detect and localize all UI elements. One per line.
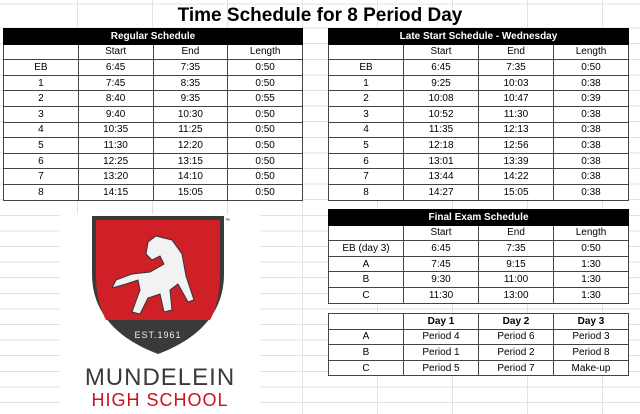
school-name: MUNDELEIN (84, 364, 236, 391)
table-cell: 2 (329, 91, 404, 107)
table-cell: 6:45 (78, 60, 153, 76)
table-cell: 13:15 (153, 153, 228, 169)
table-cell: Make-up (554, 360, 629, 376)
table-cell: 0:38 (554, 153, 629, 169)
table-cell: 1 (4, 75, 79, 91)
table-cell: 12:18 (404, 138, 479, 154)
table-cell: 9:25 (404, 75, 479, 91)
column-header: End (479, 44, 554, 60)
header-row (329, 314, 629, 330)
table-cell: 10:03 (479, 75, 554, 91)
table-cell: 13:00 (479, 287, 554, 303)
table-cell: 1 (329, 75, 404, 91)
table-cell: Period 2 (479, 345, 554, 361)
school-logo (60, 214, 260, 414)
table-cell: 7:35 (479, 241, 554, 257)
column-header (329, 225, 404, 241)
table-cell: Period 6 (479, 329, 554, 345)
table-cell: 9:35 (153, 91, 228, 107)
table-cell: 14:27 (404, 184, 479, 200)
table-cell: C (329, 287, 404, 303)
table-cell: 7:35 (153, 60, 228, 76)
column-header: Day 2 (479, 314, 554, 330)
table-cell: 0:50 (228, 138, 303, 154)
table-row (329, 241, 629, 257)
table-cell: Period 3 (554, 329, 629, 345)
table-cell: 3 (4, 106, 79, 122)
table-cell: 9:15 (479, 256, 554, 272)
table-cell: 0:50 (228, 75, 303, 91)
table-cell: 5 (329, 138, 404, 154)
table-cell: EB (day 3) (329, 241, 404, 257)
header-row (329, 44, 629, 60)
table-cell: 6 (4, 153, 79, 169)
table-row (4, 106, 303, 122)
table-cell: 5 (4, 138, 79, 154)
table-cell: 12:56 (479, 138, 554, 154)
table-row (329, 75, 629, 91)
table-cell: 7:35 (479, 60, 554, 76)
table-row (329, 169, 629, 185)
table-cell: 11:30 (78, 138, 153, 154)
table-cell: 11:30 (479, 106, 554, 122)
table-cell: Period 5 (404, 360, 479, 376)
table-cell: 1:30 (554, 272, 629, 288)
table-cell: 4 (4, 122, 79, 138)
column-header: End (479, 225, 554, 241)
table-cell: 14:10 (153, 169, 228, 185)
table-cell: 13:44 (404, 169, 479, 185)
column-header: Length (228, 44, 303, 60)
table-heading: Late Start Schedule - Wednesday (329, 29, 629, 45)
table-cell: C (329, 360, 404, 376)
table-cell: 9:30 (404, 272, 479, 288)
table-cell: 13:20 (78, 169, 153, 185)
table-cell: 0:50 (228, 153, 303, 169)
table-row (4, 60, 303, 76)
table-cell: 10:52 (404, 106, 479, 122)
table-cell: 0:50 (228, 184, 303, 200)
table-cell: EB (4, 60, 79, 76)
table-cell: 7:45 (78, 75, 153, 91)
table-cell: EB (329, 60, 404, 76)
column-header: Length (554, 225, 629, 241)
table-cell: 1:30 (554, 256, 629, 272)
column-header: Start (78, 44, 153, 60)
table-cell: 0:38 (554, 122, 629, 138)
table-row (329, 360, 629, 376)
table-cell: A (329, 329, 404, 345)
table-cell: 10:08 (404, 91, 479, 107)
table-cell: 7 (4, 169, 79, 185)
table-cell: 15:05 (153, 184, 228, 200)
table-row (329, 60, 629, 76)
column-header: Day 1 (404, 314, 479, 330)
table-cell: 0:50 (228, 169, 303, 185)
table-row (329, 106, 629, 122)
table-row (4, 91, 303, 107)
table-row (329, 138, 629, 154)
table-cell: 15:05 (479, 184, 554, 200)
table-row (4, 169, 303, 185)
table-heading: Final Exam Schedule (329, 210, 629, 226)
table-cell: 1:30 (554, 287, 629, 303)
column-header: Start (404, 225, 479, 241)
table-cell: 6 (329, 153, 404, 169)
table-cell: 0:38 (554, 184, 629, 200)
table-cell: 9:40 (78, 106, 153, 122)
table-cell: 6:45 (404, 241, 479, 257)
table-row (329, 153, 629, 169)
table-cell: 4 (329, 122, 404, 138)
exam-day-assignment-table (328, 313, 629, 376)
table-cell: 0:50 (554, 241, 629, 257)
table-cell: Period 4 (404, 329, 479, 345)
table-cell: 12:25 (78, 153, 153, 169)
regular-schedule-table (3, 28, 303, 201)
table-cell: 11:25 (153, 122, 228, 138)
table-cell: 12:13 (479, 122, 554, 138)
table-cell: 11:00 (479, 272, 554, 288)
column-header (329, 314, 404, 330)
established-text: EST.1961 (134, 330, 182, 340)
table-cell: 0:38 (554, 106, 629, 122)
table-cell: 8 (329, 184, 404, 200)
table-cell: Period 7 (479, 360, 554, 376)
table-cell: 13:39 (479, 153, 554, 169)
table-cell: Period 1 (404, 345, 479, 361)
table-cell: Period 8 (554, 345, 629, 361)
table-cell: 0:39 (554, 91, 629, 107)
table-row (329, 122, 629, 138)
table-cell: 0:50 (228, 122, 303, 138)
table-cell: 11:30 (404, 287, 479, 303)
column-header: End (153, 44, 228, 60)
table-cell: 0:38 (554, 75, 629, 91)
table-cell: 6:45 (404, 60, 479, 76)
table-row (4, 184, 303, 200)
table-cell: B (329, 272, 404, 288)
table-row (329, 287, 629, 303)
column-header (329, 44, 404, 60)
table-cell: 10:35 (78, 122, 153, 138)
table-cell: 0:38 (554, 138, 629, 154)
table-cell: 0:38 (554, 169, 629, 185)
table-heading: Regular Schedule (4, 29, 303, 45)
final-exam-schedule-table (328, 209, 629, 304)
table-row (329, 345, 629, 361)
column-header: Day 3 (554, 314, 629, 330)
table-cell: 10:47 (479, 91, 554, 107)
table-cell: 8:35 (153, 75, 228, 91)
table-cell: 7:45 (404, 256, 479, 272)
table-cell: 12:20 (153, 138, 228, 154)
table-cell: A (329, 256, 404, 272)
table-row (329, 256, 629, 272)
table-cell: 3 (329, 106, 404, 122)
table-row (4, 75, 303, 91)
column-header: Start (404, 44, 479, 60)
table-cell: 0:50 (228, 106, 303, 122)
table-cell: 8:40 (78, 91, 153, 107)
table-cell: 11:35 (404, 122, 479, 138)
table-cell: 14:15 (78, 184, 153, 200)
table-cell: 13:01 (404, 153, 479, 169)
shield-icon (60, 214, 260, 364)
page-title: Time Schedule for 8 Period Day (177, 5, 463, 26)
table-cell: B (329, 345, 404, 361)
table-row (329, 184, 629, 200)
table-cell: 14:22 (479, 169, 554, 185)
table-cell: 10:30 (153, 106, 228, 122)
school-subtitle: HIGH SCHOOL (91, 390, 229, 410)
table-cell: 0:50 (228, 60, 303, 76)
table-row (329, 91, 629, 107)
table-cell: 0:50 (554, 60, 629, 76)
table-row (329, 272, 629, 288)
table-row (4, 122, 303, 138)
header-row (4, 44, 303, 60)
table-cell: 0:55 (228, 91, 303, 107)
table-row (4, 138, 303, 154)
table-row (4, 153, 303, 169)
table-cell: 2 (4, 91, 79, 107)
table-row (329, 329, 629, 345)
trademark-symbol: ™ (225, 218, 230, 224)
column-header (4, 44, 79, 60)
late-start-schedule-table (328, 28, 629, 201)
table-cell: 8 (4, 184, 79, 200)
header-row (329, 225, 629, 241)
table-cell: 7 (329, 169, 404, 185)
column-header: Length (554, 44, 629, 60)
